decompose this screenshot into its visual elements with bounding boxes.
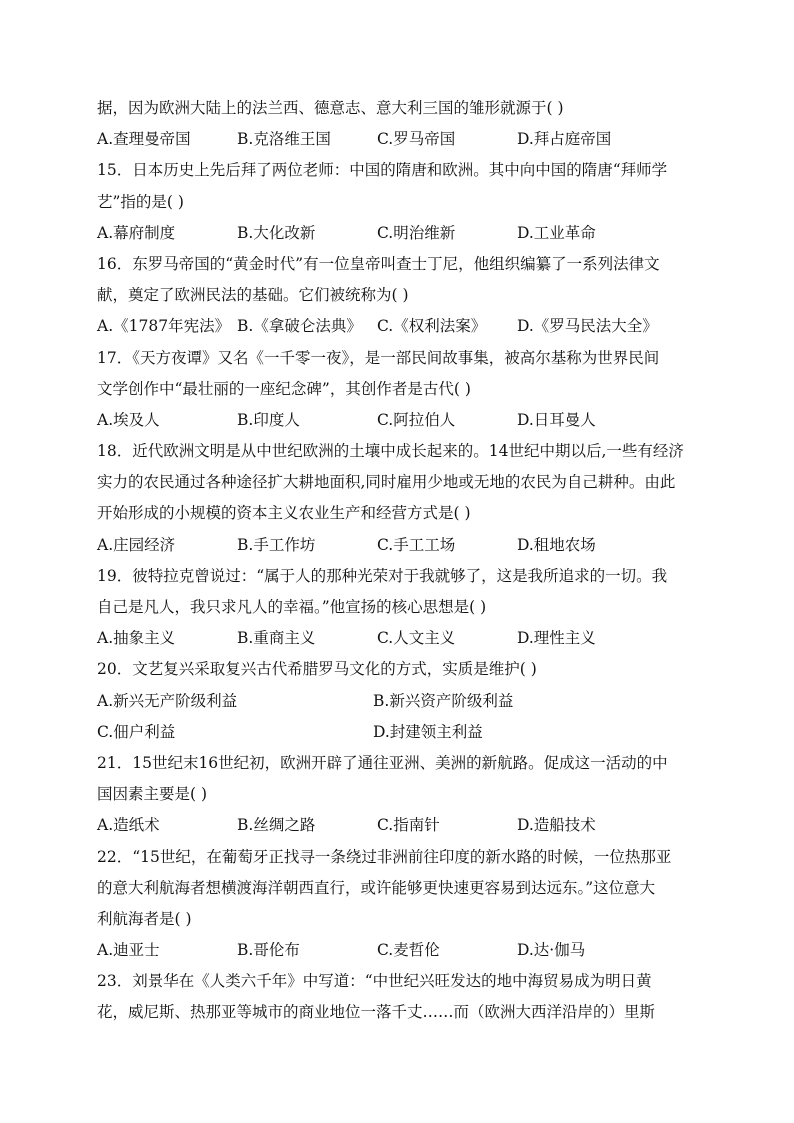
question-15-stem: 艺”指的是( ): [97, 192, 184, 211]
option-a: A.埃及人: [97, 410, 160, 429]
question-16-options: [97, 311, 717, 342]
question-16-stem: 16．东罗马帝国的“黄金时代”有一位皇帝叫查士丁尼，他组织编纂了一系列法律文: [97, 254, 660, 273]
question-17-options: [97, 405, 717, 436]
option-c: C.阿拉伯人: [377, 410, 456, 429]
option-a: A.《1787年宪法》: [97, 317, 231, 336]
option-a: A.庄园经济: [97, 535, 176, 554]
question-22-options: [97, 935, 717, 966]
option-b: B.丝绸之路: [237, 816, 316, 835]
option-a: A.查理曼帝国: [97, 130, 191, 149]
option-d: D.日耳曼人: [517, 410, 596, 429]
option-d: D.造船技术: [517, 816, 596, 835]
question-17-stem: 17．《天方夜谭》又名《一千零一夜》，是一部民间故事集，被高尔基称为世界民间: [97, 348, 660, 367]
question-18-stem: 实力的农民通过各种途径扩大耕地面积,同时雇用少地或无地的农民为自己耕种。由此: [97, 473, 676, 492]
question-18-stem: 18．近代欧洲文明是从中世纪欧洲的土壤中成长起来的。14世纪中期以后,一些有经济: [97, 442, 684, 461]
option-c: C.指南针: [377, 816, 440, 835]
option-d: D.达·伽马: [517, 941, 586, 960]
option-d: D.封建领主利益: [373, 722, 483, 741]
question-18-options: [97, 530, 717, 561]
option-c: C.手工工场: [377, 535, 456, 554]
option-b: B.印度人: [237, 410, 300, 429]
option-d: D.租地农场: [517, 535, 596, 554]
option-b: B.哥伦布: [237, 941, 300, 960]
question-14-stem-end: 据，因为欧洲大陆上的法兰西、德意志、意大利三国的雏形就源于( ): [97, 99, 564, 117]
option-b: B.新兴资产阶级利益: [373, 691, 514, 710]
option-b: B.大化改新: [237, 223, 316, 242]
question-22-stem: 利航海者是( ): [97, 909, 192, 928]
option-c: C.麦哲伦: [377, 941, 440, 960]
question-22-stem: 22．“15世纪，在葡萄牙正找寻一条绕过非洲前往印度的新水路的时候，一位热那亚: [97, 847, 672, 866]
question-20-options-row1: [97, 686, 717, 717]
option-a: A.迪亚士: [97, 941, 160, 960]
question-15-options: [97, 218, 717, 249]
option-a: A.造纸术: [97, 816, 160, 835]
question-14-options: [97, 124, 717, 155]
question-17-stem: 文学创作中“最壮丽的一座纪念碑”，其创作者是古代( ): [97, 379, 471, 398]
option-c: C.人文主义: [377, 629, 456, 648]
option-b: B.重商主义: [237, 629, 316, 648]
question-19-stem: 自己是凡人，我只求凡人的幸福。”他宣扬的核心思想是( ): [97, 598, 487, 616]
option-c: C.罗马帝国: [377, 130, 456, 149]
option-d: D.《罗马民法大全》: [517, 317, 658, 336]
option-b: B.《拿破仑法典》: [237, 317, 362, 336]
option-b: B.手工作坊: [237, 535, 316, 554]
question-22-stem: 的意大利航海者想横渡海洋朝西直行，或许能够更快速更容易到达远东。”这位意大: [97, 878, 656, 897]
question-18-stem: 开始形成的小规模的资本主义农业生产和经营方式是( ): [97, 504, 471, 523]
option-c: C.《权利法案》: [377, 317, 487, 336]
option-c: C.佃户利益: [97, 722, 176, 741]
option-c: C.明治维新: [377, 223, 456, 242]
question-21-options: [97, 810, 717, 841]
question-21-stem: 国因素主要是( ): [97, 785, 208, 804]
question-16-stem: 献，奠定了欧洲民法的基础。它们被统称为( ): [97, 286, 409, 305]
question-23-stem: 23．刘景华在《人类六千年》中写道：“中世纪兴旺发达的地中海贸易成为明日黄: [97, 972, 652, 991]
question-20-stem: 20．文艺复兴采取复兴古代希腊罗马文化的方式，实质是维护( ): [97, 660, 537, 679]
option-a: A.新兴无产阶级利益: [97, 691, 238, 710]
option-d: D.工业革命: [517, 223, 596, 242]
question-20-options-row2: [97, 717, 717, 748]
option-d: D.拜占庭帝国: [517, 130, 612, 149]
question-15-stem: 15．日本历史上先后拜了两位老师：中国的隋唐和欧洲。其中向中国的隋唐“拜师学: [97, 161, 668, 180]
option-a: A.抽象主义: [97, 629, 176, 648]
question-23-stem: 花，威尼斯、热那亚等城市的商业地位一落千丈……而（欧洲大西洋沿岸的）里斯: [97, 1003, 656, 1022]
option-a: A.幕府制度: [97, 223, 176, 242]
question-19-options: [97, 623, 717, 654]
question-21-stem: 21．15世纪末16世纪初，欧洲开辟了通往亚洲、美洲的新航路。促成这一活动的中: [97, 753, 668, 772]
option-b: B.克洛维王国: [237, 130, 331, 149]
option-d: D.理性主义: [517, 629, 596, 648]
question-19-stem: 19．彼特拉克曾说过：“属于人的那种光荣对于我就够了，这是我所追求的一切。我: [97, 566, 668, 585]
question-list: [97, 93, 717, 1029]
